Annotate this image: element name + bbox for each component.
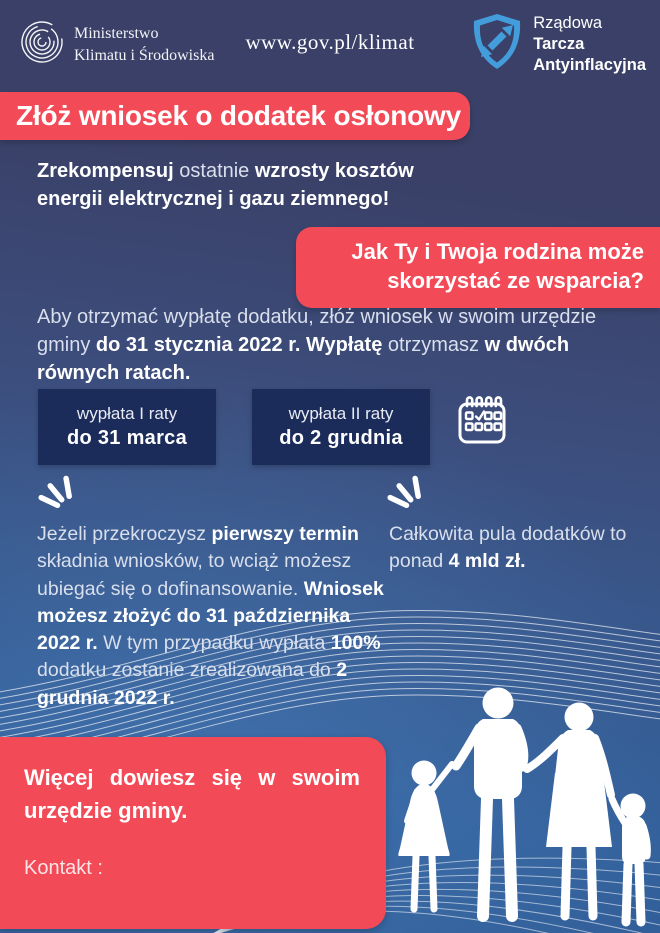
apply-seg1: Aby otrzymać wypłatę dodatku, złóż wniosek w swoim urzędzie gminy: [37, 306, 597, 356]
rate1-label: wypłata I raty: [76, 404, 178, 423]
website-url: www.gov.pl/klimat: [245, 30, 415, 54]
calendar-icon: [457, 394, 507, 455]
title-banner: [0, 92, 470, 140]
ministry-name-line2: Klimatu i Środowiska: [74, 46, 215, 64]
apply-seg4: w dwóch równych ratach.: [37, 334, 570, 384]
right-seg1: Całkowita pula dodatków to ponad: [389, 523, 627, 573]
intro-seg1: Zrekompensuj: [37, 160, 174, 182]
left-seg3: składnia wniosków, to wciąż możesz ubiegać się o dofinansowanie.: [37, 550, 352, 600]
anti-inflation-shield-brand: [470, 12, 646, 77]
intro-seg3: wzrosty kosztów energii elektrycznej i gazu ziemnego!: [37, 160, 414, 211]
shield-arrows-icon: [470, 12, 524, 77]
shield-brand-line1: Rządowa: [533, 13, 603, 32]
contact-label: Kontakt :: [24, 857, 103, 879]
left-seg8: 2 grudnia 2022 r.: [37, 659, 348, 709]
apply-paragraph: [37, 303, 645, 387]
intro-paragraph: [37, 157, 482, 214]
ministry-name-line1: Ministerstwo: [74, 24, 159, 42]
shield-brand-text: [533, 13, 646, 76]
rate-box-second-installment: [252, 389, 430, 465]
left-seg5: W tym przypadku wypłata: [97, 632, 331, 655]
apply-seg2: do 31 stycznia 2022 r. Wypłatę: [95, 334, 388, 356]
contact-box: [0, 737, 386, 929]
left-seg4: Wniosek możesz złożyć do 31 października 2022 r.: [37, 577, 384, 655]
deadline-info-paragraph: [37, 521, 389, 712]
left-seg2: pierwszy termin: [211, 523, 359, 545]
spark-icon: [38, 470, 78, 517]
family-silhouette: [395, 616, 660, 931]
spark-icon: [387, 470, 427, 517]
rate2-label: wypłata II raty: [288, 404, 394, 423]
left-seg7: dodatku zostanie zrealizowana do: [37, 659, 337, 682]
rate1-date: do 31 marca: [66, 427, 188, 449]
shield-brand-line2: Tarcza: [533, 34, 585, 53]
shield-brand-line3: Antyinflacyjna: [533, 56, 646, 75]
contact-box-heading: Więcej dowiesz się w swoim urzędzie gminy.: [24, 765, 360, 823]
left-seg6: 100%: [330, 632, 381, 655]
intro-seg2: ostatnie: [173, 160, 255, 182]
question-box-text: Jak Ty i Twoja rodzina może skorzystać ze wsparcia?: [351, 239, 644, 294]
rate2-date: do 2 grudnia: [279, 427, 403, 449]
total-pool-paragraph: [389, 521, 645, 576]
title-banner-text: Złóż wniosek o dodatek osłonowy: [16, 100, 461, 131]
left-seg1: Jeżeli przekroczysz: [37, 523, 212, 545]
rate-box-first-installment: [38, 389, 216, 465]
apply-seg3: otrzymasz: [387, 334, 485, 356]
right-seg2: 4 mld zł.: [448, 550, 526, 573]
question-box: [296, 227, 660, 308]
